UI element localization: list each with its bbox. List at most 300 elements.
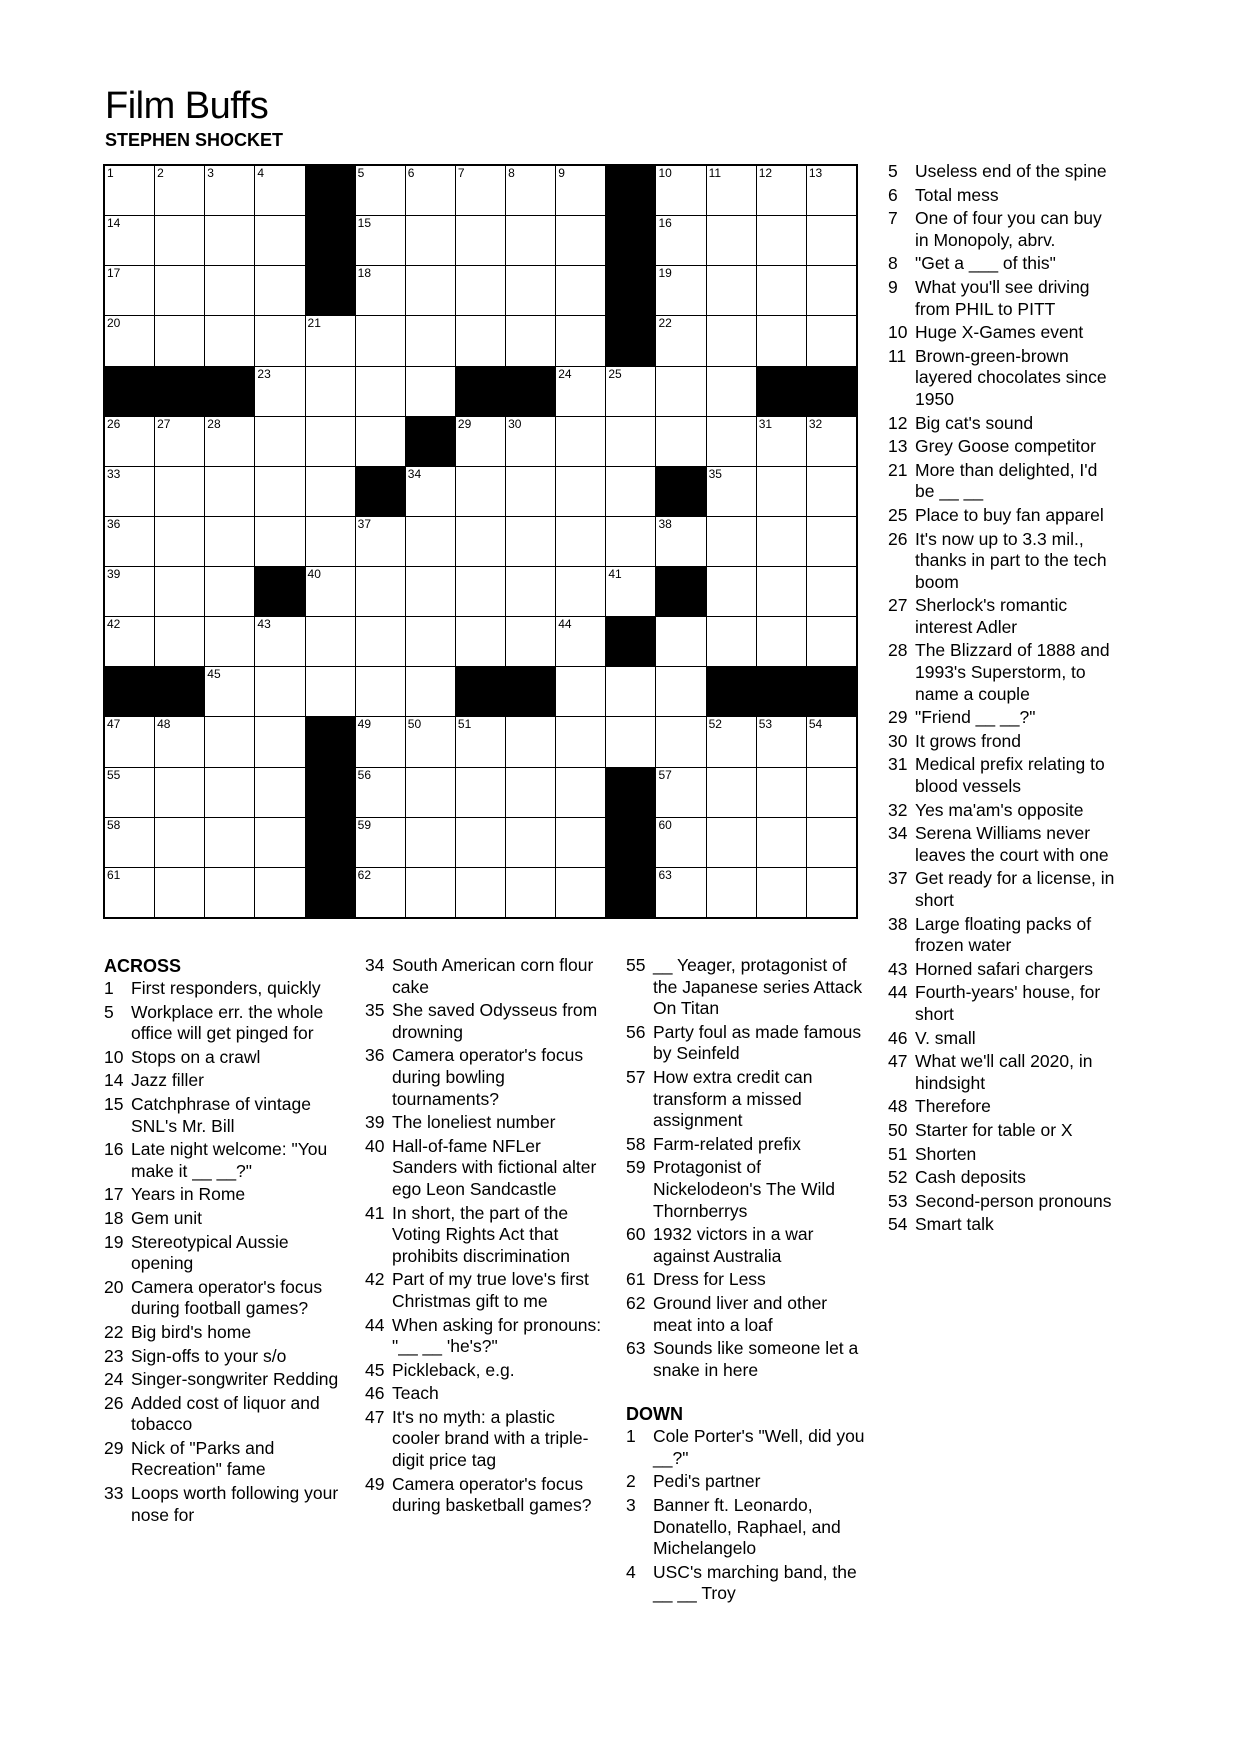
cell-number: 31 xyxy=(758,416,773,431)
grid-cell[interactable] xyxy=(807,567,856,616)
grid-cell[interactable] xyxy=(255,417,304,466)
clue-text: Stops on a crawl xyxy=(131,1046,261,1067)
grid-cell[interactable] xyxy=(456,517,505,566)
cell-number: 51 xyxy=(457,717,472,732)
grid-cell[interactable] xyxy=(807,417,856,466)
grid-cell[interactable] xyxy=(155,868,204,917)
grid-cell[interactable] xyxy=(456,717,505,766)
grid-cell[interactable] xyxy=(456,768,505,817)
clue-number: 38 xyxy=(888,913,908,934)
grid-cell[interactable] xyxy=(105,517,154,566)
grid-cell[interactable] xyxy=(255,617,304,666)
grid-cell[interactable] xyxy=(155,517,204,566)
grid-cell[interactable] xyxy=(205,617,254,666)
grid-cell[interactable] xyxy=(205,717,254,766)
grid-cell[interactable] xyxy=(205,316,254,365)
grid-cell[interactable] xyxy=(255,667,304,716)
cell-number: 36 xyxy=(107,516,121,531)
grid-cell[interactable] xyxy=(556,467,605,516)
grid-cell[interactable] xyxy=(506,868,555,917)
grid-cell[interactable] xyxy=(105,717,154,766)
grid-cell[interactable] xyxy=(306,567,355,616)
grid-cell[interactable] xyxy=(456,868,505,917)
grid-cell[interactable] xyxy=(807,266,856,315)
clue-number: 49 xyxy=(365,1473,385,1494)
grid-cell[interactable] xyxy=(556,717,605,766)
grid-cell[interactable] xyxy=(255,216,304,265)
grid-cell[interactable] xyxy=(105,768,154,817)
clue xyxy=(104,1483,344,1526)
grid-cell[interactable] xyxy=(807,818,856,867)
grid-cell[interactable] xyxy=(356,868,405,917)
grid-cell[interactable] xyxy=(105,567,154,616)
grid-cell[interactable] xyxy=(356,818,405,867)
clue-number: 58 xyxy=(626,1133,646,1154)
grid-cell[interactable] xyxy=(406,316,455,365)
grid-cell[interactable] xyxy=(105,166,154,215)
clue-number: 29 xyxy=(888,707,908,728)
grid-cell[interactable] xyxy=(456,216,505,265)
clue xyxy=(104,1002,344,1045)
grid-cell[interactable] xyxy=(406,467,455,516)
grid-cell[interactable] xyxy=(205,517,254,566)
clue-text: "Friend __ __?" xyxy=(915,707,1036,728)
clue xyxy=(888,322,1118,344)
grid-cell[interactable] xyxy=(506,266,555,315)
grid-cell[interactable] xyxy=(306,467,355,516)
grid-cell[interactable] xyxy=(556,617,605,666)
grid-cell[interactable] xyxy=(606,717,655,766)
grid-cell[interactable] xyxy=(757,567,806,616)
clue xyxy=(888,1144,1118,1166)
clue-number: 3 xyxy=(626,1495,636,1516)
grid-cell[interactable] xyxy=(105,216,154,265)
clue xyxy=(365,1000,605,1043)
clue xyxy=(626,1495,866,1560)
grid-cell[interactable] xyxy=(807,166,856,215)
clue-number: 16 xyxy=(104,1139,124,1160)
grid-cell[interactable] xyxy=(707,868,756,917)
grid-cell[interactable] xyxy=(155,818,204,867)
grid-cell[interactable] xyxy=(406,667,455,716)
cell-number: 43 xyxy=(257,617,271,632)
clue xyxy=(888,914,1118,957)
grid-cell[interactable] xyxy=(707,166,756,215)
clue-text: Added cost of liquor and tobacco xyxy=(131,1392,320,1435)
grid-cell[interactable] xyxy=(306,417,355,466)
grid-cell[interactable] xyxy=(205,467,254,516)
grid-cell[interactable] xyxy=(406,818,455,867)
clue-number: 5 xyxy=(888,161,898,181)
grid-block xyxy=(306,818,355,867)
grid-cell[interactable] xyxy=(356,667,405,716)
grid-block xyxy=(707,667,756,716)
grid-cell[interactable] xyxy=(556,868,605,917)
grid-cell[interactable] xyxy=(556,768,605,817)
grid-cell[interactable] xyxy=(406,517,455,566)
grid-cell[interactable] xyxy=(556,367,605,416)
grid-cell[interactable] xyxy=(306,617,355,666)
grid-cell[interactable] xyxy=(807,768,856,817)
cell-number: 45 xyxy=(207,667,221,682)
clue-text: Camera operator's focus during football games? xyxy=(131,1276,323,1319)
grid-cell[interactable] xyxy=(456,818,505,867)
clue-number: 63 xyxy=(626,1338,646,1359)
grid-cell[interactable] xyxy=(255,768,304,817)
clue xyxy=(888,413,1118,435)
clue-text: Dress for Less xyxy=(653,1269,766,1290)
grid-cell[interactable] xyxy=(255,717,304,766)
grid-cell[interactable] xyxy=(556,818,605,867)
grid-block xyxy=(456,667,505,716)
grid-cell[interactable] xyxy=(506,517,555,566)
cell-number: 39 xyxy=(107,567,121,582)
grid-cell[interactable] xyxy=(456,316,505,365)
cell-number: 34 xyxy=(407,466,422,481)
clue-number: 48 xyxy=(888,1096,908,1117)
grid-cell[interactable] xyxy=(707,417,756,466)
grid-cell[interactable] xyxy=(406,567,455,616)
grid-cell[interactable] xyxy=(155,617,204,666)
grid-cell[interactable] xyxy=(105,316,154,365)
grid-cell[interactable] xyxy=(556,417,605,466)
grid-cell[interactable] xyxy=(356,417,405,466)
grid-cell[interactable] xyxy=(606,567,655,616)
clue xyxy=(888,529,1118,594)
clue-number: 39 xyxy=(365,1112,385,1133)
cell-number: 47 xyxy=(107,717,121,732)
clue-number: 40 xyxy=(365,1135,385,1156)
clue-number: 55 xyxy=(626,955,646,975)
grid-cell[interactable] xyxy=(506,467,555,516)
clue-number: 6 xyxy=(888,184,898,205)
grid-cell[interactable] xyxy=(205,567,254,616)
clue xyxy=(888,731,1118,753)
grid-cell[interactable] xyxy=(456,417,505,466)
clue-text: Nick of "Parks and Recreation" fame xyxy=(131,1437,275,1480)
clue xyxy=(888,277,1118,320)
grid-block xyxy=(506,367,555,416)
grid-cell[interactable] xyxy=(656,166,705,215)
clue-text: The loneliest number xyxy=(392,1112,556,1133)
clue-text: Sign-offs to your s/o xyxy=(131,1345,287,1366)
cell-number: 55 xyxy=(107,767,121,782)
clue-number: 37 xyxy=(888,868,908,889)
grid-cell[interactable] xyxy=(406,617,455,666)
grid-cell[interactable] xyxy=(406,868,455,917)
cell-number: 59 xyxy=(357,817,372,832)
cell-number: 11 xyxy=(708,166,722,180)
grid-block xyxy=(306,868,355,917)
grid-cell[interactable] xyxy=(707,216,756,265)
grid-cell[interactable] xyxy=(707,367,756,416)
grid-cell[interactable] xyxy=(105,818,154,867)
clue-number: 41 xyxy=(365,1202,385,1223)
grid-cell[interactable] xyxy=(506,316,555,365)
grid-cell[interactable] xyxy=(707,517,756,566)
clue-text: Cole Porter's "Well, did you __?" xyxy=(653,1426,865,1468)
grid-cell[interactable] xyxy=(656,517,705,566)
grid-cell[interactable] xyxy=(155,316,204,365)
grid-cell[interactable] xyxy=(807,717,856,766)
grid-block xyxy=(456,367,505,416)
clue-text: Get ready for a license, in short xyxy=(915,868,1115,910)
grid-block xyxy=(606,617,655,666)
cell-number: 25 xyxy=(608,366,622,381)
cell-number: 19 xyxy=(658,266,672,281)
grid-cell[interactable] xyxy=(306,667,355,716)
cell-number: 13 xyxy=(808,166,823,180)
grid-cell[interactable] xyxy=(606,467,655,516)
grid-cell[interactable] xyxy=(707,467,756,516)
grid-cell[interactable] xyxy=(306,367,355,416)
grid-cell[interactable] xyxy=(656,717,705,766)
grid-cell[interactable] xyxy=(506,617,555,666)
grid-cell[interactable] xyxy=(556,216,605,265)
grid-cell[interactable] xyxy=(707,768,756,817)
grid-cell[interactable] xyxy=(105,467,154,516)
grid-cell[interactable] xyxy=(356,717,405,766)
clue xyxy=(104,1438,344,1481)
clue-text: When asking for pronouns: "__ __ 'he's?" xyxy=(392,1314,602,1357)
cell-number: 18 xyxy=(357,266,372,281)
grid-cell[interactable] xyxy=(205,667,254,716)
clue-number: 53 xyxy=(888,1190,908,1211)
cell-number: 58 xyxy=(107,817,121,832)
grid-cell[interactable] xyxy=(506,768,555,817)
grid-cell[interactable] xyxy=(707,266,756,315)
clue-text: How extra credit can transform a missed assignment xyxy=(653,1066,813,1131)
grid-cell[interactable] xyxy=(205,266,254,315)
grid-cell[interactable] xyxy=(205,818,254,867)
cell-number: 23 xyxy=(257,366,271,381)
grid-cell[interactable] xyxy=(306,517,355,566)
grid-cell[interactable] xyxy=(556,266,605,315)
grid-cell[interactable] xyxy=(757,467,806,516)
grid-cell[interactable] xyxy=(356,216,405,265)
grid-cell[interactable] xyxy=(406,216,455,265)
clue xyxy=(104,1070,344,1092)
grid-cell[interactable] xyxy=(606,517,655,566)
grid-cell[interactable] xyxy=(105,417,154,466)
clue-number: 43 xyxy=(888,958,908,979)
clue-column-1 xyxy=(104,955,344,1528)
grid-cell[interactable] xyxy=(255,467,304,516)
grid-cell[interactable] xyxy=(656,316,705,365)
cell-number: 12 xyxy=(758,166,773,180)
grid-cell[interactable] xyxy=(406,166,455,215)
grid-cell[interactable] xyxy=(556,567,605,616)
clue-text: Therefore xyxy=(915,1096,991,1117)
grid-cell[interactable] xyxy=(757,818,806,867)
grid-block xyxy=(606,768,655,817)
grid-cell[interactable] xyxy=(506,216,555,265)
grid-cell[interactable] xyxy=(556,166,605,215)
grid-cell[interactable] xyxy=(556,667,605,716)
grid-cell[interactable] xyxy=(807,216,856,265)
grid-cell[interactable] xyxy=(707,567,756,616)
grid-cell[interactable] xyxy=(356,768,405,817)
grid-cell[interactable] xyxy=(656,417,705,466)
grid-cell[interactable] xyxy=(656,667,705,716)
clue-number: 27 xyxy=(888,595,908,616)
grid-cell[interactable] xyxy=(255,868,304,917)
grid-cell[interactable] xyxy=(105,617,154,666)
grid-cell[interactable] xyxy=(356,316,405,365)
grid-cell[interactable] xyxy=(707,617,756,666)
grid-cell[interactable] xyxy=(606,367,655,416)
clue-text: Pedi's partner xyxy=(653,1471,761,1492)
clue xyxy=(104,1232,344,1275)
clue xyxy=(888,823,1118,866)
grid-cell[interactable] xyxy=(406,266,455,315)
grid-block xyxy=(306,166,355,215)
grid-cell[interactable] xyxy=(707,316,756,365)
grid-cell[interactable] xyxy=(506,166,555,215)
grid-cell[interactable] xyxy=(255,266,304,315)
grid-cell[interactable] xyxy=(356,567,405,616)
grid-cell[interactable] xyxy=(406,367,455,416)
grid-cell[interactable] xyxy=(255,166,304,215)
grid-cell[interactable] xyxy=(205,166,254,215)
clue-number: 54 xyxy=(888,1214,908,1235)
grid-cell[interactable] xyxy=(807,316,856,365)
clue-number: 51 xyxy=(888,1143,908,1164)
grid-cell[interactable] xyxy=(606,667,655,716)
clue-text: Sounds like someone let a snake in here xyxy=(653,1338,859,1380)
grid-cell[interactable] xyxy=(556,316,605,365)
clue-text: Camera operator's focus during basketball games? xyxy=(392,1473,592,1516)
grid-cell[interactable] xyxy=(757,717,806,766)
cell-number: 42 xyxy=(107,617,121,632)
grid-cell[interactable] xyxy=(707,717,756,766)
grid-cell[interactable] xyxy=(656,768,705,817)
grid-cell[interactable] xyxy=(757,216,806,265)
grid-cell[interactable] xyxy=(155,467,204,516)
grid-cell[interactable] xyxy=(406,768,455,817)
clue-number: 25 xyxy=(888,504,908,525)
grid-cell[interactable] xyxy=(807,617,856,666)
clue xyxy=(888,1191,1118,1213)
clue-text: One of four you can buy in Monopoly, abrv. xyxy=(915,208,1102,250)
grid-cell[interactable] xyxy=(757,517,806,566)
clue xyxy=(365,1203,605,1268)
grid-cell[interactable] xyxy=(205,868,254,917)
grid-cell[interactable] xyxy=(155,216,204,265)
grid-cell[interactable] xyxy=(757,166,806,215)
grid-cell[interactable] xyxy=(205,417,254,466)
clue-number: 5 xyxy=(104,1001,114,1022)
grid-cell[interactable] xyxy=(205,216,254,265)
grid-block xyxy=(606,868,655,917)
clue-text: V. small xyxy=(915,1027,976,1048)
cell-number: 49 xyxy=(357,717,372,732)
grid-cell[interactable] xyxy=(757,316,806,365)
grid-cell[interactable] xyxy=(105,868,154,917)
grid-cell[interactable] xyxy=(656,367,705,416)
grid-cell[interactable] xyxy=(255,367,304,416)
clue-text: It's now up to 3.3 mil., thanks in part to the tech boom xyxy=(915,528,1107,592)
grid-cell[interactable] xyxy=(707,818,756,867)
clue xyxy=(365,1045,605,1110)
grid-cell[interactable] xyxy=(155,567,204,616)
grid-cell[interactable] xyxy=(155,717,204,766)
cell-number: 4 xyxy=(257,166,265,180)
clue xyxy=(888,1214,1118,1236)
clue-number: 34 xyxy=(888,823,908,844)
grid-cell[interactable] xyxy=(506,818,555,867)
grid-cell[interactable] xyxy=(506,717,555,766)
clue xyxy=(888,1167,1118,1189)
grid-cell[interactable] xyxy=(656,818,705,867)
clue-number: 32 xyxy=(888,799,908,820)
grid-cell[interactable] xyxy=(356,367,405,416)
grid-cell[interactable] xyxy=(757,768,806,817)
clue-number: 57 xyxy=(626,1066,646,1087)
grid-cell[interactable] xyxy=(155,768,204,817)
clue-number: 11 xyxy=(888,345,907,366)
grid-cell[interactable] xyxy=(105,266,154,315)
clue xyxy=(626,1562,866,1605)
grid-cell[interactable] xyxy=(556,517,605,566)
clue-number: 8 xyxy=(888,253,898,274)
clue-text: Late night welcome: "You make it __ __?" xyxy=(131,1139,328,1181)
grid-cell[interactable] xyxy=(306,316,355,365)
grid-cell[interactable] xyxy=(757,868,806,917)
grid-cell[interactable] xyxy=(606,417,655,466)
clue-number: 59 xyxy=(626,1157,646,1178)
grid-cell[interactable] xyxy=(155,266,204,315)
grid-cell[interactable] xyxy=(406,717,455,766)
grid-cell[interactable] xyxy=(656,617,705,666)
clue-number: 4 xyxy=(626,1561,636,1582)
grid-cell[interactable] xyxy=(456,467,505,516)
grid-cell[interactable] xyxy=(656,266,705,315)
grid-cell[interactable] xyxy=(807,467,856,516)
grid-cell[interactable] xyxy=(356,517,405,566)
grid-cell[interactable] xyxy=(456,266,505,315)
clue xyxy=(365,1407,605,1472)
grid-cell[interactable] xyxy=(205,768,254,817)
clue-text: Jazz filler xyxy=(131,1070,204,1091)
grid-cell[interactable] xyxy=(356,617,405,666)
clue-number: 30 xyxy=(888,730,908,751)
grid-cell[interactable] xyxy=(456,567,505,616)
clue-number: 13 xyxy=(888,436,908,457)
grid-cell[interactable] xyxy=(506,417,555,466)
grid-cell[interactable] xyxy=(656,868,705,917)
grid-cell[interactable] xyxy=(356,166,405,215)
grid-cell[interactable] xyxy=(807,517,856,566)
grid-cell[interactable] xyxy=(255,818,304,867)
clue xyxy=(888,253,1118,275)
grid-cell[interactable] xyxy=(757,417,806,466)
grid-cell[interactable] xyxy=(807,868,856,917)
grid-cell[interactable] xyxy=(255,316,304,365)
grid-cell[interactable] xyxy=(155,417,204,466)
grid-cell[interactable] xyxy=(456,166,505,215)
grid-cell[interactable] xyxy=(656,216,705,265)
grid-cell[interactable] xyxy=(356,266,405,315)
grid-block xyxy=(606,216,655,265)
clue xyxy=(888,161,1118,183)
grid-cell[interactable] xyxy=(255,517,304,566)
grid-cell[interactable] xyxy=(155,166,204,215)
grid-cell[interactable] xyxy=(757,617,806,666)
grid-cell[interactable] xyxy=(506,567,555,616)
grid-cell[interactable] xyxy=(757,266,806,315)
grid-cell[interactable] xyxy=(456,617,505,666)
